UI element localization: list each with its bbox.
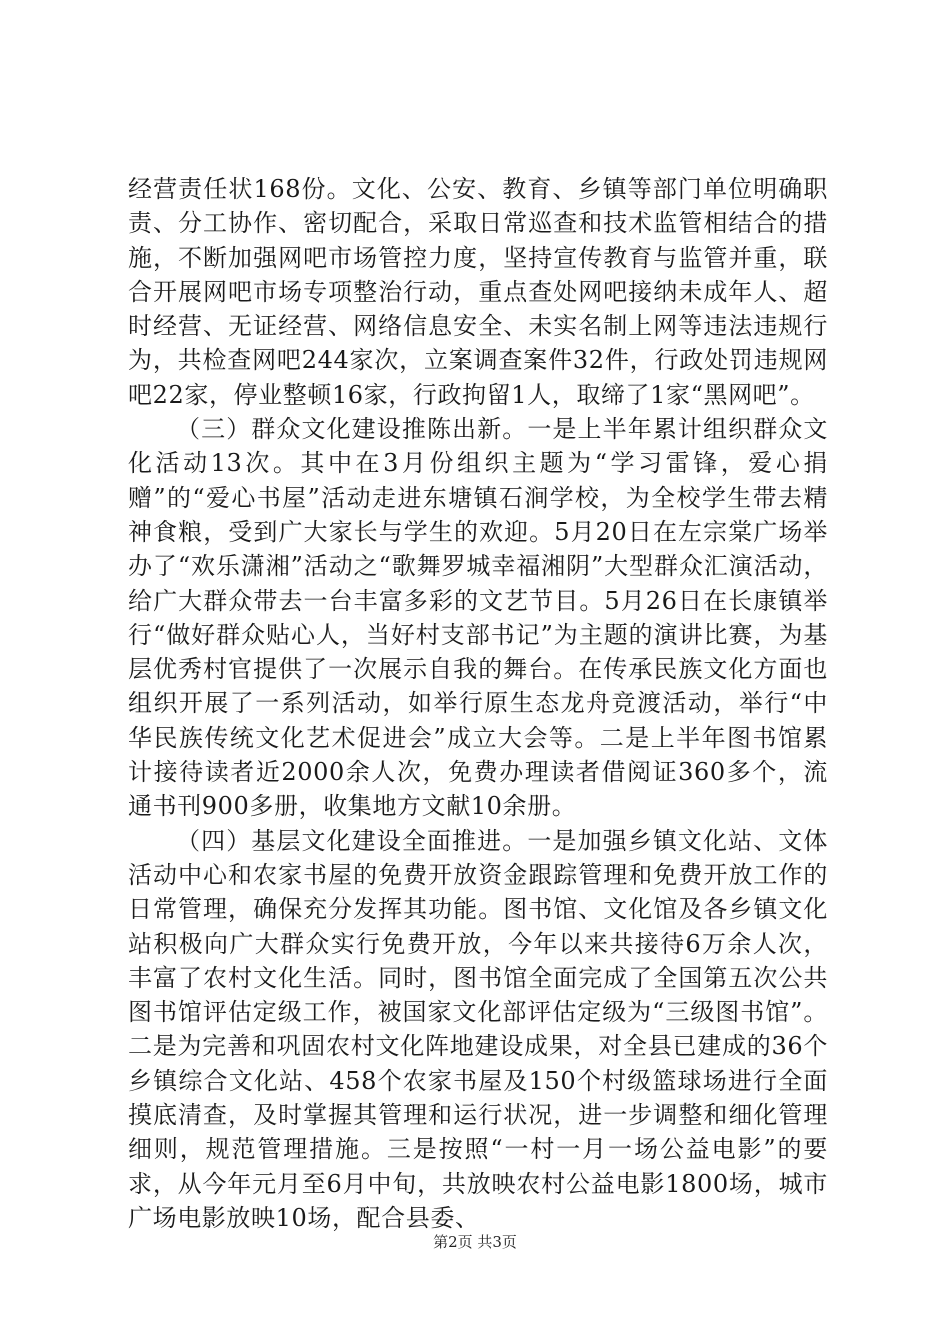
document-body xyxy=(128,172,828,1235)
paragraph-grassroots-culture: （四）基层文化建设全面推进。一是加强乡镇文化站、文体活动中心和农家书屋的免费开放资金跟踪管理和免费开放工作的日常管理，确保充分发挥其功能。图书馆、文化馆及各乡镇文化站积极向广大群众实行免费开放，今年以来共接待6万余人次，丰富了农村文化生活。同时，图书馆全面完成了全国第五次公共图书馆评估定级工作，被国家文化部评估定级为“三级图书馆”。二是为完善和巩固农村文化阵地建设成果，对全县已建成的36个乡镇综合文化站、458个农家书屋及150个村级篮球场进行全面摸底清查，及时掌握其管理和运行状况，进一步调整和细化管理细则，规范管理措施。三是按照“一村一月一场公益电影”的要求，从今年元月至6月中旬，共放映农村公益电影1800场，城市广场电影放映10场，配合县委、 xyxy=(128,826,828,1232)
page-number-footer: 第2页 共3页 xyxy=(433,1233,517,1251)
paragraph-continued-netcafe: 经营责任状168份。文化、公安、教育、乡镇等部门单位明确职责、分工协作、密切配合，采取日常巡查和技术监管相结合的措施，不断加强网吧市场管控力度，坚持宣传教育与监管并重，联合开展网吧市场专项整治行动，重点查处网吧接纳未成年人、超时经营、无证经营、网络信息安全、未实名制上网等违法违规行为，共检查网吧244家次，立案调查案件32件，行政处罚违规网吧22家，停业整顿16家，行政拘留1人，取缔了1家“黑网吧”。 xyxy=(128,175,828,409)
paragraph-mass-culture: （三）群众文化建设推陈出新。一是上半年累计组织群众文化活动13次。其中在3月份组织主题为“学习雷锋，爱心捐赠”的“爱心书屋”活动走进东塘镇石涧学校，为全校学生带去精神食粮，受到广大家长与学生的欢迎。5月20日在左宗棠广场举办了“欢乐潇湘”活动之“歌舞罗城幸福湘阴”大型群众汇演活动，给广大群众带去一台丰富多彩的文艺节目。5月26日在长康镇举行“做好群众贴心人，当好村支部书记”为主题的演讲比赛，为基层优秀村官提供了一次展示自我的舞台。在传承民族文化方面也组织开展了一系列活动，如举行原生态龙舟竞渡活动，举行“中华民族传统文化艺术促进会”成立大会等。二是上半年图书馆累计接待读者近2000余人次，免费办理读者借阅证360多个，流通书刊900多册，收集地方文献10余册。 xyxy=(128,415,828,821)
